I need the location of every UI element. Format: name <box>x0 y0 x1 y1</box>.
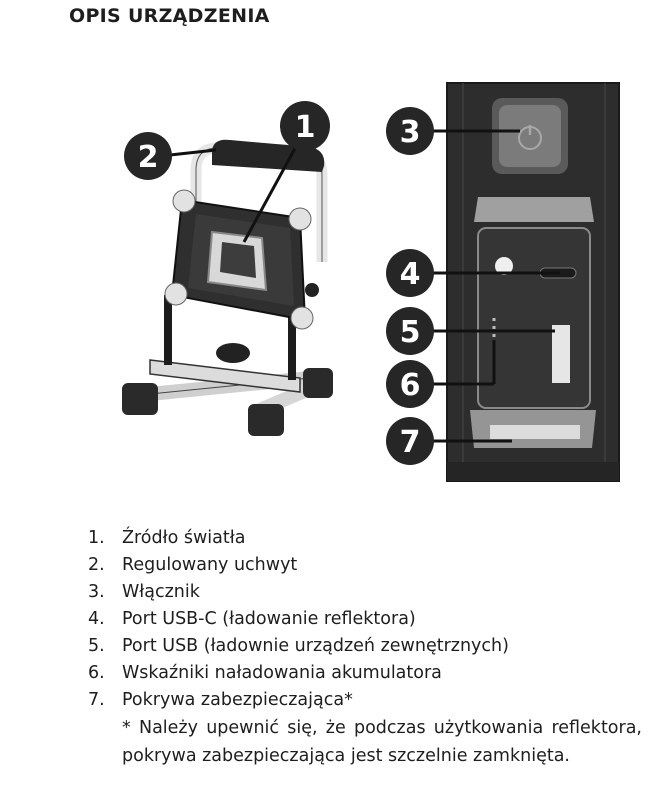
callout-badge-5 <box>386 307 434 355</box>
footnote: * Należy upewnić się, że podczas użytkowania reflektora, pokrywa zabezpieczająca jest szczelnie zamknięta. <box>122 718 642 766</box>
callout-label: 5 <box>399 315 421 350</box>
page-title: OPIS URZĄDZENIA <box>69 5 270 27</box>
list-item <box>88 633 648 660</box>
callout-label: 1 <box>294 110 316 145</box>
list-item <box>88 525 648 552</box>
callout-label: 2 <box>137 140 159 175</box>
work-light-image <box>122 140 333 436</box>
component-list <box>88 525 648 770</box>
callout-badge-4 <box>386 249 434 297</box>
callout-badge-6 <box>386 360 434 408</box>
list-item-text: Regulowany uchwyt <box>122 555 298 575</box>
list-item <box>88 552 648 579</box>
callout-label: 4 <box>399 257 421 292</box>
list-item <box>88 687 648 714</box>
list-item-number: 6. <box>88 663 105 683</box>
list-item-number: 3. <box>88 582 105 602</box>
callout-badge-3 <box>386 107 434 155</box>
list-item-text: Port USB (ładownie urządzeń zewnętrznych) <box>122 636 509 656</box>
callout-badge-7 <box>386 417 434 465</box>
callout-label: 7 <box>399 425 421 460</box>
list-item-number: 2. <box>88 555 105 575</box>
control-panel-image <box>447 83 619 481</box>
list-item-text: Źródło światła <box>122 528 246 548</box>
callout-badge-1 <box>280 101 330 151</box>
list-item-text: Pokrywa zabezpieczająca* <box>122 690 353 710</box>
callout-label: 6 <box>399 368 421 403</box>
list-item-text: Wskaźniki naładowania akumulatora <box>122 663 442 683</box>
list-item <box>88 579 648 606</box>
list-item-number: 7. <box>88 690 105 710</box>
list-item-number: 1. <box>88 528 105 548</box>
list-item <box>88 660 648 687</box>
list-item-number: 4. <box>88 609 105 629</box>
callout-badge-2 <box>124 132 172 180</box>
callout-label: 3 <box>399 115 421 150</box>
list-item <box>88 606 648 633</box>
list-item-text: Port USB-C (ładowanie reflektora) <box>122 609 416 629</box>
list-item-text: Włącznik <box>122 582 200 602</box>
list-item-number: 5. <box>88 636 105 656</box>
